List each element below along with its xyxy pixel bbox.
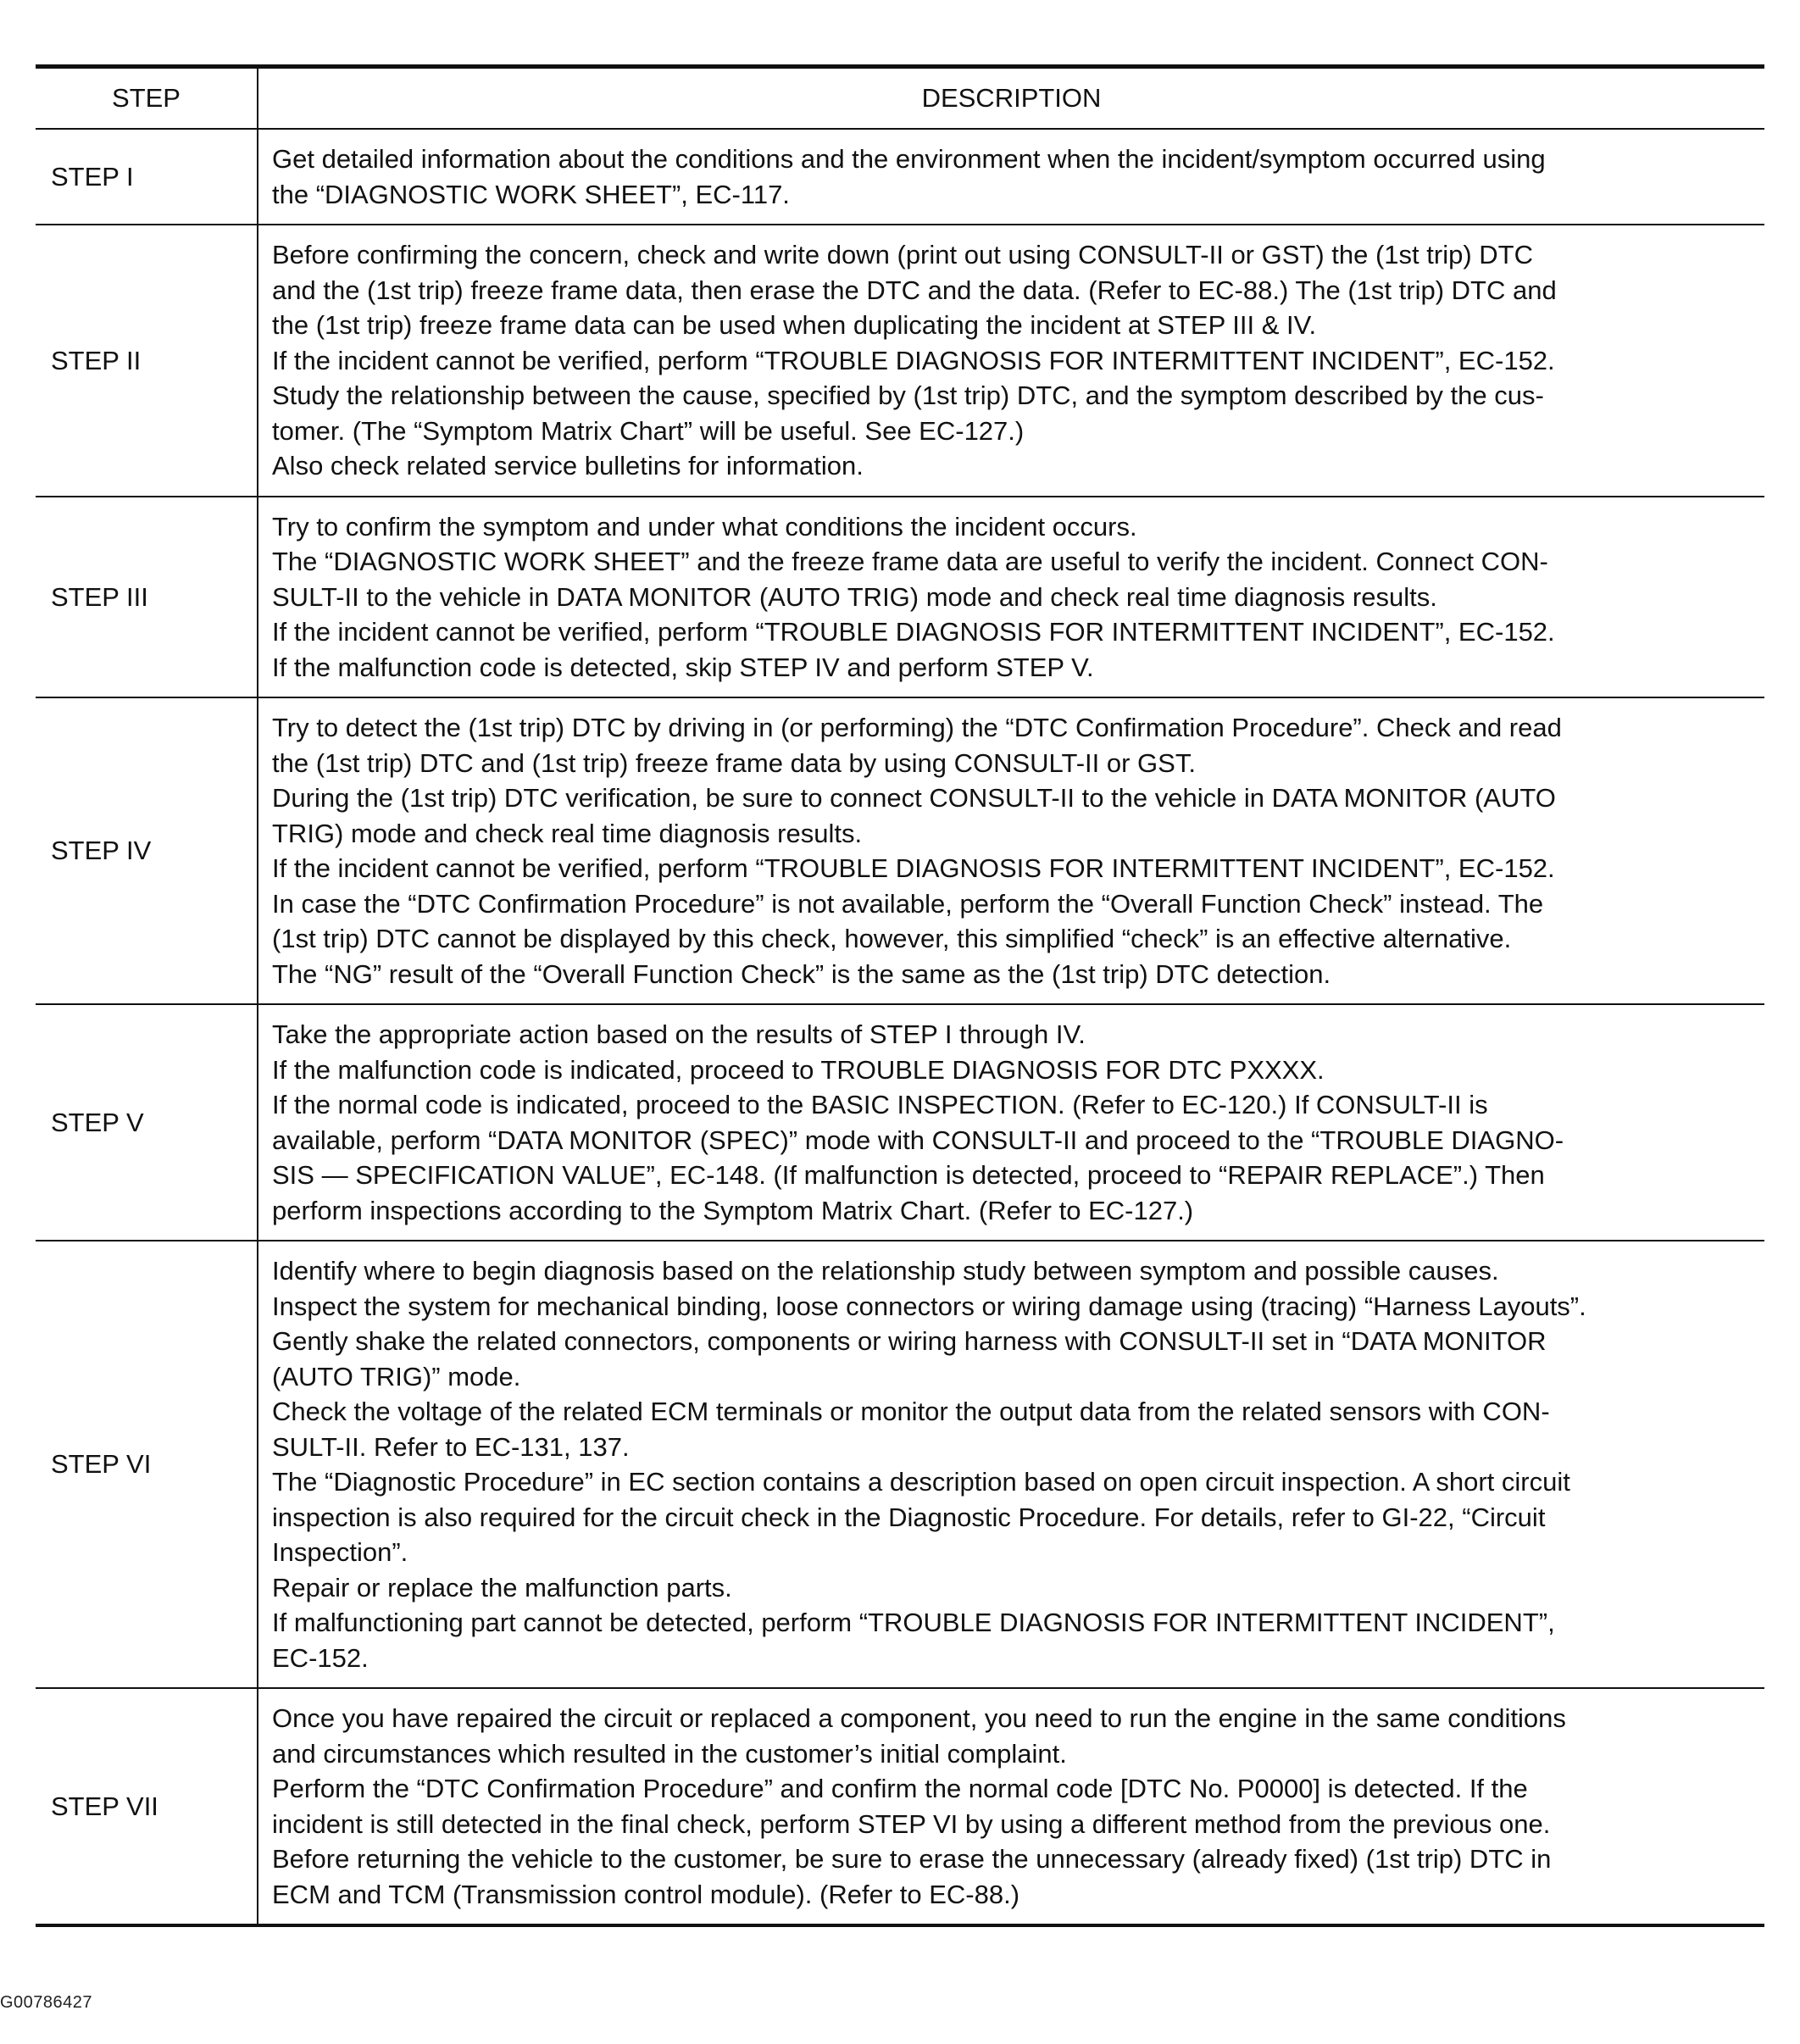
description-line: The “Diagnostic Procedure” in EC section contains a description based on open circuit inspection. A short circuit (272, 1467, 1570, 1497)
table-row (36, 1241, 1764, 1688)
description-line: tomer. (The “Symptom Matrix Chart” will be useful. See EC-127.) (272, 415, 1025, 446)
description-line: Get detailed information about the conditions and the environment when the incident/symptom occurred using (272, 144, 1546, 174)
description-line: During the (1st trip) DTC verification, be sure to connect CONSULT-II to the vehicle in DATA MONITOR (AUTO (272, 783, 1556, 813)
step-label: STEP V (36, 1004, 258, 1241)
description-line: If the normal code is indicated, proceed to the BASIC INSPECTION. (Refer to EC-120.) If CONSULT-II is (272, 1090, 1488, 1119)
description-line: the (1st trip) DTC and (1st trip) freeze frame data by using CONSULT-II or GST. (272, 747, 1196, 778)
description-line: Before returning the vehicle to the customer, be sure to erase the unnecessary (already fixed) (1st trip) DTC in (272, 1844, 1552, 1874)
table-row (36, 129, 1764, 225)
table-body (36, 129, 1764, 1925)
description-line: Once you have repaired the circuit or replaced a component, you need to run the engine in the same conditions (272, 1703, 1566, 1733)
description-line: Perform the “DTC Confirmation Procedure” and confirm the normal code [DTC No. P0000] is detected. If the (272, 1774, 1528, 1803)
table-row (36, 225, 1764, 497)
description-line: incident is still detected in the final check, perform STEP VI by using a different method from the previous one. (272, 1808, 1551, 1839)
step-description (258, 697, 1764, 1004)
description-line: and the (1st trip) freeze frame data, then erase the DTC and the data. (Refer to EC-88.) The (1st trip) DTC and (272, 275, 1557, 305)
description-line: Check the voltage of the related ECM terminals or monitor the output data from the related sensors with CON- (272, 1397, 1550, 1426)
description-line: ECM and TCM (Transmission control module). (Refer to EC-88.) (272, 1879, 1020, 1909)
description-line: Inspect the system for mechanical binding, loose connectors or wiring damage using (tracing) “Harness Layouts”. (272, 1291, 1586, 1321)
description-line: The “NG” result of the “Overall Function Check” is the same as the (1st trip) DTC detection. (272, 958, 1331, 989)
step-label: STEP IV (36, 697, 258, 1004)
description-line: Also check related service bulletins for information. (272, 451, 864, 480)
column-header-description: DESCRIPTION (258, 67, 1764, 130)
step-description (258, 497, 1764, 698)
step-label: STEP II (36, 225, 258, 497)
table-row (36, 497, 1764, 698)
step-description (258, 129, 1764, 225)
description-line: If the malfunction code is indicated, proceed to TROUBLE DIAGNOSIS FOR DTC PXXXX. (272, 1054, 1325, 1085)
step-description (258, 225, 1764, 497)
description-line: EC-152. (272, 1642, 369, 1673)
description-line: Before confirming the concern, check and write down (print out using CONSULT-II or GST) the (1st trip) DTC (272, 240, 1533, 269)
description-line: If the incident cannot be verified, perform “TROUBLE DIAGNOSIS FOR INTERMITTENT INCIDENT”, EC-152. (272, 345, 1555, 375)
step-description (258, 1241, 1764, 1688)
description-line: the (1st trip) freeze frame data can be used when duplicating the incident at STEP III & IV. (272, 310, 1317, 340)
column-header-step: STEP (36, 67, 258, 130)
description-line: SULT-II to the vehicle in DATA MONITOR (AUTO TRIG) mode and check real time diagnosis results. (272, 581, 1437, 612)
step-label: STEP VII (36, 1688, 258, 1925)
table-row (36, 1688, 1764, 1925)
step-description (258, 1688, 1764, 1925)
table-header-row (36, 67, 1764, 130)
description-line: In case the “DTC Confirmation Procedure” is not available, perform the “Overall Function Check” instead. The (272, 888, 1544, 919)
description-line: (1st trip) DTC cannot be displayed by this check, however, this simplified “check” is an effective alternative. (272, 924, 1512, 953)
description-line: Inspection”. (272, 1537, 408, 1567)
step-label: STEP III (36, 497, 258, 698)
description-line: If the malfunction code is detected, skip STEP IV and perform STEP V. (272, 652, 1094, 682)
description-line: (AUTO TRIG)” mode. (272, 1361, 521, 1391)
description-line: perform inspections according to the Symptom Matrix Chart. (Refer to EC-127.) (272, 1195, 1194, 1225)
description-line: Study the relationship between the cause, specified by (1st trip) DTC, and the symptom described by the cus- (272, 380, 1544, 410)
description-line: available, perform “DATA MONITOR (SPEC)” mode with CONSULT-II and proceed to the “TROUBLE DIAGNO- (272, 1125, 1564, 1155)
description-line: The “DIAGNOSTIC WORK SHEET” and the freeze frame data are useful to verify the incident. Connect CON- (272, 547, 1548, 576)
description-line: If the incident cannot be verified, perform “TROUBLE DIAGNOSIS FOR INTERMITTENT INCIDENT”, EC-152. (272, 853, 1555, 883)
description-line: inspection is also required for the circuit check in the Diagnostic Procedure. For details, refer to GI-22, “Circuit (272, 1502, 1546, 1532)
description-line: Repair or replace the malfunction parts. (272, 1572, 732, 1602)
description-line: SIS — SPECIFICATION VALUE”, EC-148. (If malfunction is detected, proceed to “REPAIR REPLACE”.) Then (272, 1160, 1545, 1190)
step-description (258, 1004, 1764, 1241)
step-label: STEP VI (36, 1241, 258, 1688)
table-row (36, 1004, 1764, 1241)
figure-id: G00786427 (0, 1993, 93, 2012)
description-line: Try to confirm the symptom and under what conditions the incident occurs. (272, 511, 1137, 542)
description-line: SULT-II. Refer to EC-131, 137. (272, 1431, 630, 1462)
description-line: Try to detect the (1st trip) DTC by driving in (or performing) the “DTC Confirmation Procedure”. Check and read (272, 713, 1562, 742)
description-line: Gently shake the related connectors, components or wiring harness with CONSULT-II set in “DATA MONITOR (272, 1326, 1547, 1356)
step-label: STEP I (36, 129, 258, 225)
description-line: the “DIAGNOSTIC WORK SHEET”, EC-117. (272, 179, 790, 209)
table-row (36, 697, 1764, 1004)
description-line: Take the appropriate action based on the results of STEP I through IV. (272, 1019, 1086, 1049)
description-line: and circumstances which resulted in the customer’s initial complaint. (272, 1738, 1067, 1769)
description-line: TRIG) mode and check real time diagnosis results. (272, 818, 863, 848)
description-line: If malfunctioning part cannot be detected, perform “TROUBLE DIAGNOSIS FOR INTERMITTENT INCIDENT”, (272, 1608, 1555, 1637)
diagnostic-steps-table (36, 64, 1764, 1927)
description-line: Identify where to begin diagnosis based on the relationship study between symptom and possible causes. (272, 1256, 1499, 1286)
description-line: If the incident cannot be verified, perform “TROUBLE DIAGNOSIS FOR INTERMITTENT INCIDENT”, EC-152. (272, 617, 1555, 647)
